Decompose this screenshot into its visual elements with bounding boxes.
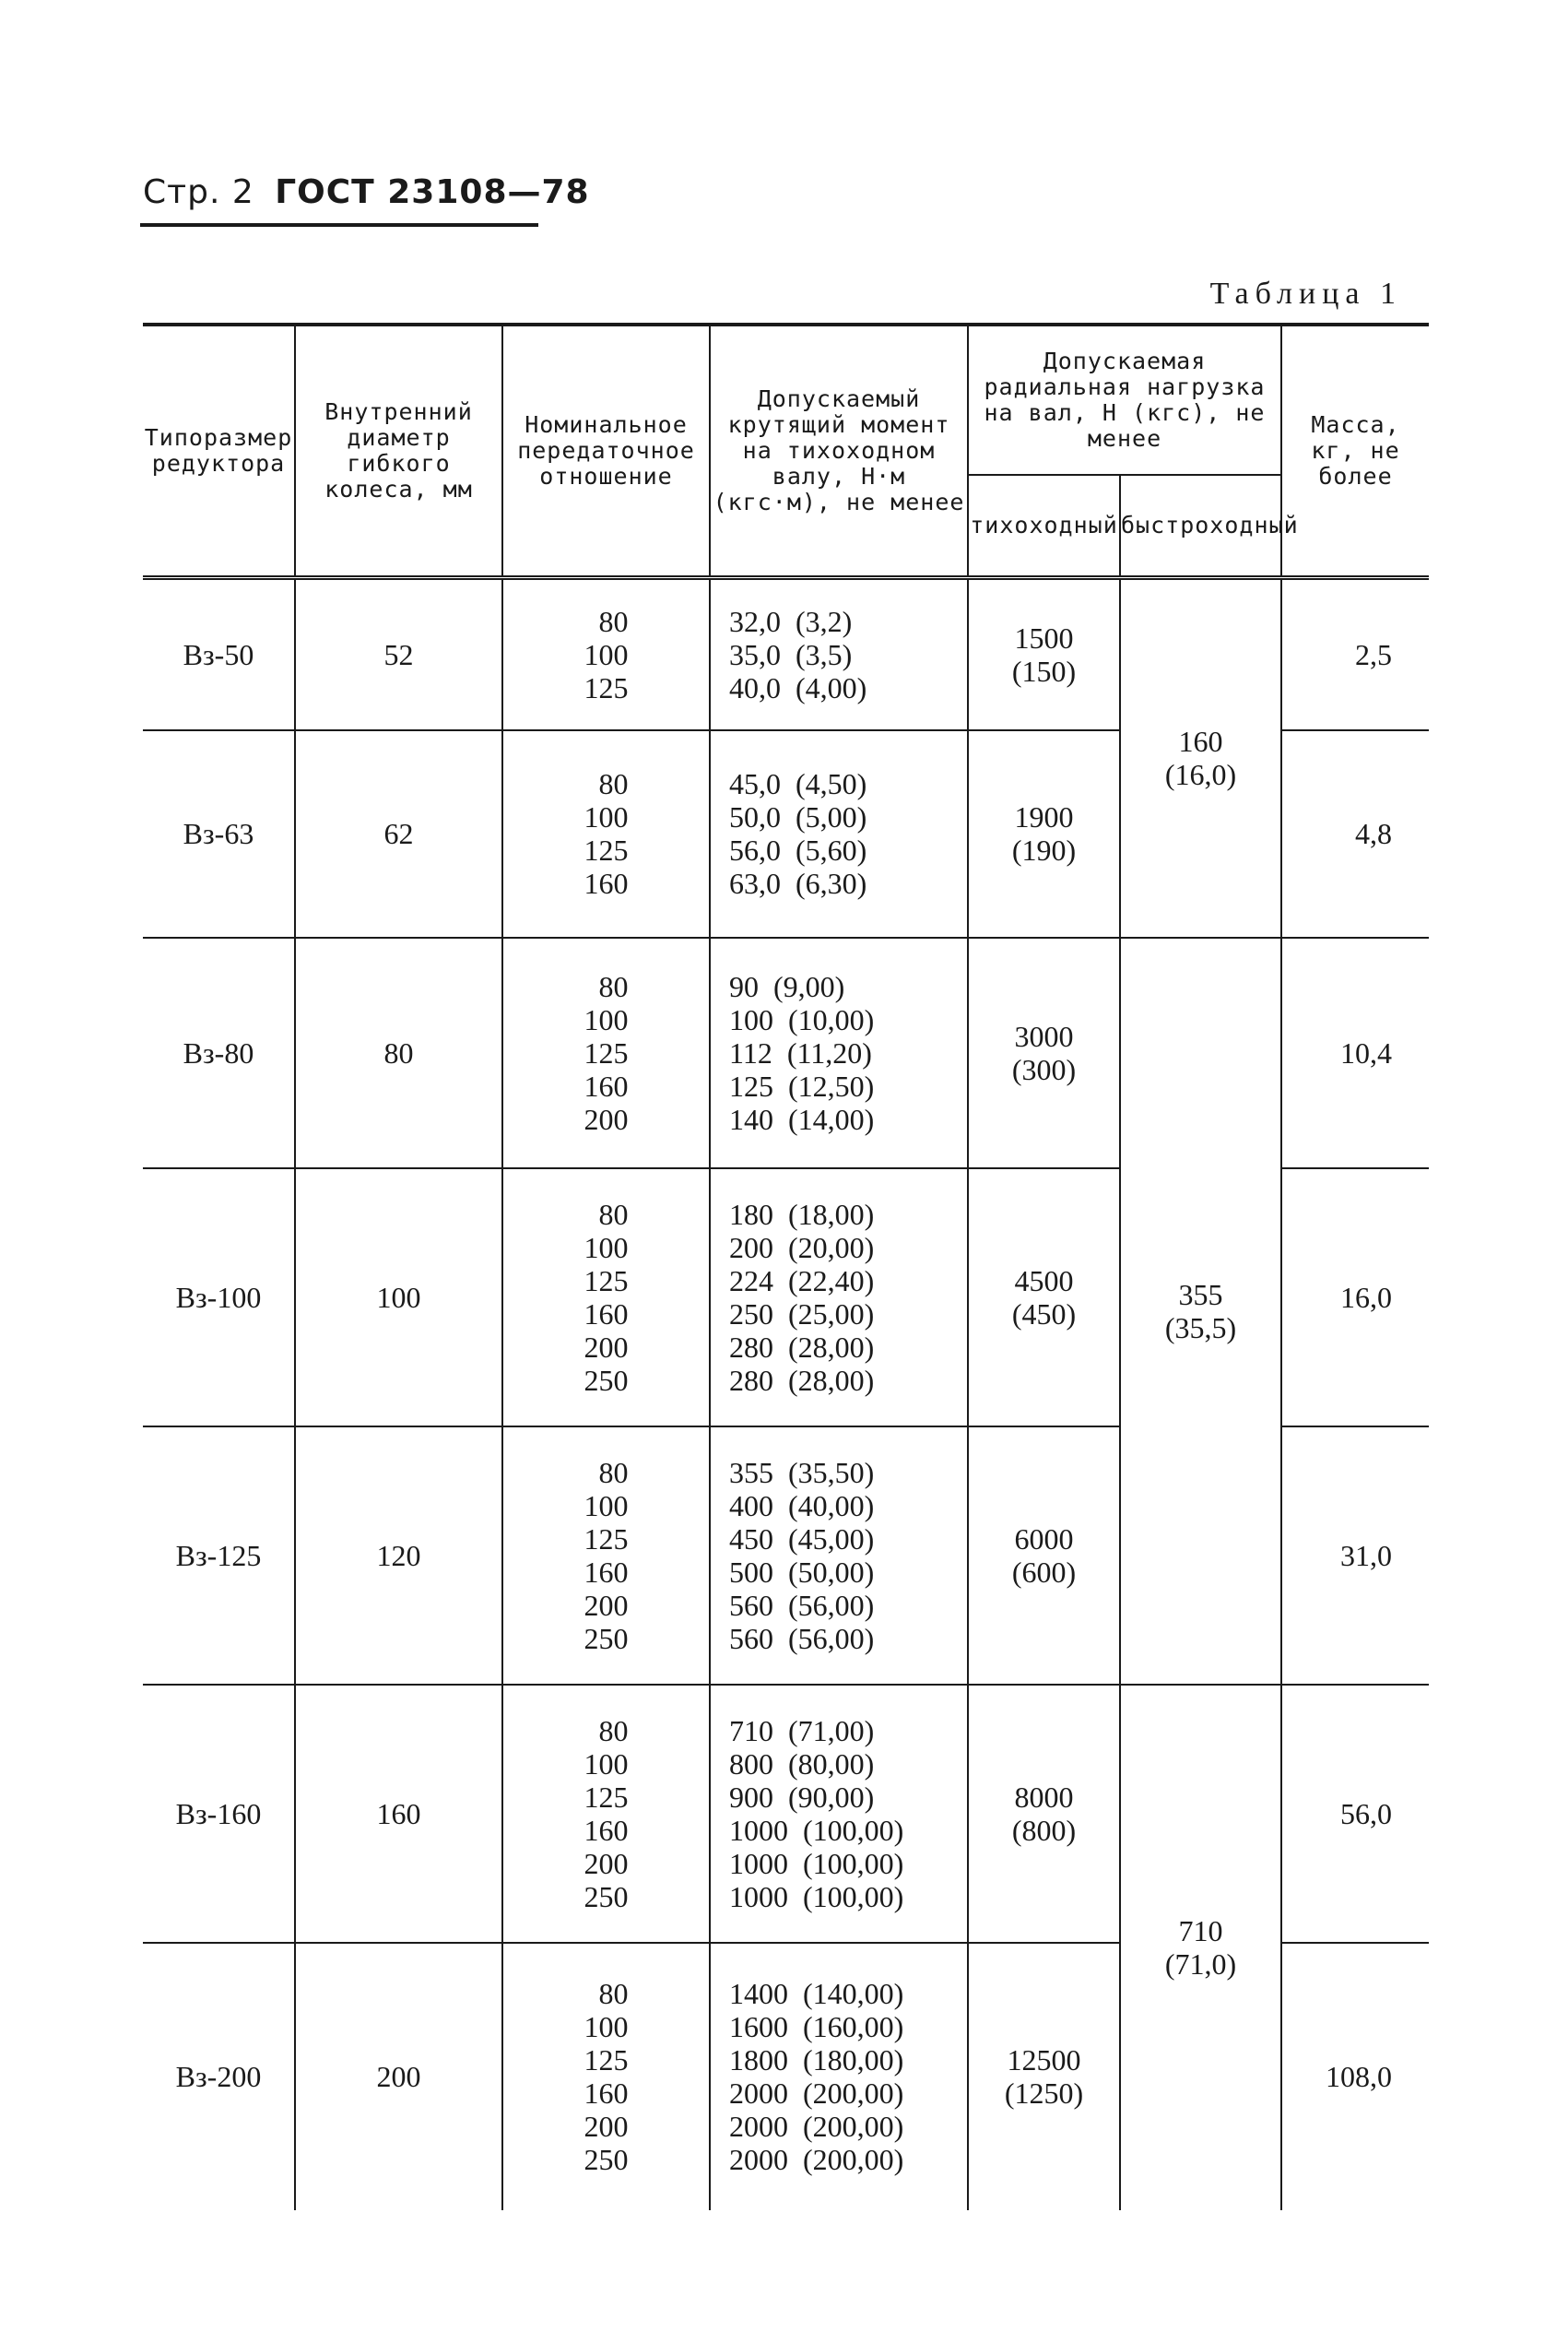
- cell-torques: [710, 1685, 968, 1943]
- cell-torques: [710, 1168, 968, 1426]
- torque-value: 56,0 (5,60): [729, 834, 867, 867]
- cell-size: Вз-200: [175, 2060, 262, 2093]
- ratio-value: 125: [584, 1521, 629, 1556]
- cell-size: Вз-63: [143, 730, 295, 938]
- table-row: [143, 938, 1429, 1168]
- ratio-value: 250: [584, 1621, 629, 1655]
- ratio-value: 200: [584, 2110, 629, 2143]
- ratio-value: 250: [584, 2143, 629, 2176]
- cell-diameter: 80: [295, 938, 502, 1168]
- slow-load-kgf: (450): [1011, 1296, 1077, 1331]
- slow-load-newton: 3000: [1014, 1019, 1074, 1053]
- reducer-spec-table: [143, 323, 1429, 2210]
- torque-value: 63,0 (6,30): [729, 867, 867, 900]
- torque-value: 32,0 (3,2): [729, 604, 853, 638]
- slow-load-newton: 12500: [1007, 2043, 1081, 2077]
- cell-mass: 4,8: [1281, 730, 1429, 938]
- table-body: [143, 578, 1429, 2210]
- torque-value: 560 (56,00): [729, 1621, 875, 1655]
- ratio-value: 80: [598, 1713, 629, 1747]
- cell-slow-load: [968, 1426, 1120, 1685]
- torque-value: 100 (10,00): [729, 1002, 875, 1036]
- ratio-value: 100: [584, 1746, 629, 1781]
- fast-load-kgf: (16,0): [1164, 758, 1237, 792]
- page-label: Стр. 2: [143, 173, 254, 211]
- cell-ratios: [502, 938, 710, 1168]
- ratio-value: 80: [598, 1455, 629, 1489]
- cell-mass: 2,5: [1281, 578, 1429, 730]
- cell-ratios: [502, 1685, 710, 1943]
- torque-value: 800 (80,00): [729, 1746, 875, 1781]
- torque-value: 1600 (160,00): [729, 2010, 904, 2043]
- col-header-ratio: Номинальное передаточное отношение: [502, 325, 710, 578]
- ratio-value: 80: [598, 969, 629, 1003]
- torque-value: 112 (11,20): [729, 1035, 872, 1070]
- cell-torques: [710, 938, 968, 1168]
- cell-slow-load: [968, 1943, 1120, 2210]
- cell-ratios: [502, 578, 710, 730]
- table-caption: Таблица 1: [1209, 277, 1402, 311]
- col-header-slow: тихоходный: [968, 475, 1120, 578]
- torque-value: 560 (56,00): [729, 1588, 875, 1622]
- torque-value: 2000 (200,00): [729, 2077, 904, 2110]
- torque-value: 710 (71,00): [729, 1713, 875, 1747]
- slow-load-kgf: (190): [1011, 834, 1077, 867]
- torque-value: 35,0 (3,5): [729, 637, 853, 671]
- col-header-fast: быстроходный: [1120, 475, 1281, 578]
- cell-torques: [710, 730, 968, 938]
- ratio-value: 160: [584, 2077, 629, 2110]
- ratio-value: 125: [584, 1263, 629, 1297]
- col-header-diameter: Внутренний диаметр гибкого колеса, мм: [295, 325, 502, 578]
- torque-value: 224 (22,40): [729, 1263, 875, 1297]
- slow-load-kgf: (1250): [1004, 2077, 1084, 2110]
- slow-load-newton: 1500: [1014, 621, 1074, 655]
- cell-diameter: 160: [295, 1685, 502, 1943]
- torque-value: 2000 (200,00): [729, 2143, 904, 2176]
- cell-slow-load: [968, 578, 1120, 730]
- ratio-value: 125: [584, 670, 629, 704]
- slow-load-newton: 8000: [1014, 1780, 1074, 1814]
- fast-load-newton: 710: [1178, 1914, 1223, 1947]
- ratio-value: 125: [584, 2043, 629, 2077]
- slow-load-newton: 4500: [1014, 1263, 1074, 1297]
- ratio-value: 100: [584, 1002, 629, 1036]
- ratio-value: 160: [584, 867, 629, 900]
- cell-ratios: [502, 1943, 710, 2210]
- cell-mass: 56,0: [1281, 1685, 1429, 1943]
- ratio-value: 80: [598, 604, 629, 638]
- cell-torques: [710, 578, 968, 730]
- ratio-value: 100: [584, 1488, 629, 1522]
- torque-value: 280 (28,00): [729, 1363, 875, 1397]
- slow-load-kgf: (300): [1011, 1052, 1077, 1086]
- cell-mass: 16,0: [1281, 1168, 1429, 1426]
- col-header-mass: Масса, кг, не более: [1281, 325, 1429, 578]
- ratio-value: 160: [584, 1555, 629, 1589]
- cell-ratios: [502, 1168, 710, 1426]
- cell-diameter: 120: [295, 1426, 502, 1685]
- torque-value: 50,0 (5,00): [729, 800, 867, 834]
- ratio-value: 160: [584, 1813, 629, 1847]
- torque-value: 90 (9,00): [729, 969, 845, 1003]
- ratio-value: 80: [598, 1977, 629, 2010]
- cell-fast-load: [1120, 1685, 1281, 2210]
- col-header-size: Типоразмер редуктора: [143, 325, 295, 578]
- ratio-value: 125: [584, 834, 629, 867]
- ratio-value: 160: [584, 1296, 629, 1331]
- ratio-value: 125: [584, 1035, 629, 1070]
- table-row: [143, 1685, 1429, 1943]
- ratio-value: 100: [584, 800, 629, 834]
- fast-load-newton: 355: [1178, 1277, 1223, 1311]
- torque-value: 40,0 (4,00): [729, 670, 867, 704]
- cell-torques: [710, 1426, 968, 1685]
- cell-slow-load: [968, 730, 1120, 938]
- cell-fast-load: [1120, 578, 1281, 938]
- cell-mass: 108,0: [1281, 1943, 1429, 2210]
- torque-value: 1800 (180,00): [729, 2043, 904, 2077]
- torque-value: 1000 (100,00): [729, 1879, 904, 1913]
- torque-value: 45,0 (4,50): [729, 767, 867, 800]
- col-header-torque: Допускаемый крутящий момент на тихоходном валу, Н·м (кгс·м), не менее: [710, 325, 968, 578]
- cell-size: Вз-100: [143, 1168, 295, 1426]
- ratio-value: 250: [584, 1363, 629, 1397]
- ratio-value: 250: [584, 1879, 629, 1913]
- ratio-value: 200: [584, 1102, 629, 1136]
- cell-torques: [710, 1943, 968, 2210]
- col-header-radial-load: Допускаемая радиальная нагрузка на вал, Н (кгс), не менее: [968, 325, 1281, 475]
- cell-size: Вз-160: [143, 1685, 295, 1943]
- slow-load-newton: 1900: [1014, 800, 1074, 834]
- standard-number: ГОСТ 23108—78: [275, 173, 590, 211]
- torque-value: 900 (90,00): [729, 1780, 875, 1814]
- ratio-value: 200: [584, 1846, 629, 1880]
- torque-value: 500 (50,00): [729, 1555, 875, 1589]
- fast-load-kgf: (35,5): [1164, 1310, 1237, 1344]
- cell-slow-load: [968, 1685, 1120, 1943]
- slow-load-newton: 6000: [1014, 1521, 1074, 1556]
- cell-diameter: 62: [295, 730, 502, 938]
- ratio-value: 100: [584, 2010, 629, 2043]
- ratio-value: 200: [584, 1330, 629, 1364]
- ratio-value: 160: [584, 1069, 629, 1103]
- cell-size: Вз-50: [143, 578, 295, 730]
- torque-value: 1000 (100,00): [729, 1846, 904, 1880]
- cell-ratios: [502, 1426, 710, 1685]
- torque-value: 355 (35,50): [729, 1455, 875, 1489]
- cell-mass: 31,0: [1281, 1426, 1429, 1685]
- cell-mass: 10,4: [1281, 938, 1429, 1168]
- cell-slow-load: [968, 938, 1120, 1168]
- cell-slow-load: [968, 1168, 1120, 1426]
- torque-value: 125 (12,50): [729, 1069, 875, 1103]
- torque-value: 1000 (100,00): [729, 1813, 904, 1847]
- torque-value: 450 (45,00): [729, 1521, 875, 1556]
- page-header: [143, 173, 590, 211]
- cell-ratios: [502, 730, 710, 938]
- header-rule: [140, 223, 538, 227]
- ratio-value: 100: [584, 1230, 629, 1264]
- torque-value: 2000 (200,00): [729, 2110, 904, 2143]
- slow-load-kgf: (600): [1011, 1555, 1077, 1589]
- cell-size: Вз-125: [143, 1426, 295, 1685]
- cell-diameter: 52: [295, 578, 502, 730]
- torque-value: 250 (25,00): [729, 1296, 875, 1331]
- torque-value: 180 (18,00): [729, 1197, 875, 1231]
- cell-fast-load: [1120, 938, 1281, 1685]
- slow-load-kgf: (800): [1011, 1813, 1077, 1847]
- fast-load-kgf: (71,0): [1164, 1947, 1237, 1981]
- torque-value: 1400 (140,00): [729, 1977, 904, 2010]
- cell-diameter: 100: [295, 1168, 502, 1426]
- ratio-value: 200: [584, 1588, 629, 1622]
- cell-diameter: 200: [295, 1943, 502, 2210]
- ratio-value: 100: [584, 637, 629, 671]
- fast-load-newton: 160: [1178, 725, 1223, 759]
- ratio-value: 80: [598, 1197, 629, 1231]
- torque-value: 280 (28,00): [729, 1330, 875, 1364]
- torque-value: 140 (14,00): [729, 1102, 875, 1136]
- ratio-value: 125: [584, 1780, 629, 1814]
- table-row: [143, 578, 1429, 730]
- torque-value: 200 (20,00): [729, 1230, 875, 1264]
- ratio-value: 80: [598, 767, 629, 800]
- cell-size: Вз-80: [143, 938, 295, 1168]
- slow-load-kgf: (150): [1011, 654, 1077, 688]
- torque-value: 400 (40,00): [729, 1488, 875, 1522]
